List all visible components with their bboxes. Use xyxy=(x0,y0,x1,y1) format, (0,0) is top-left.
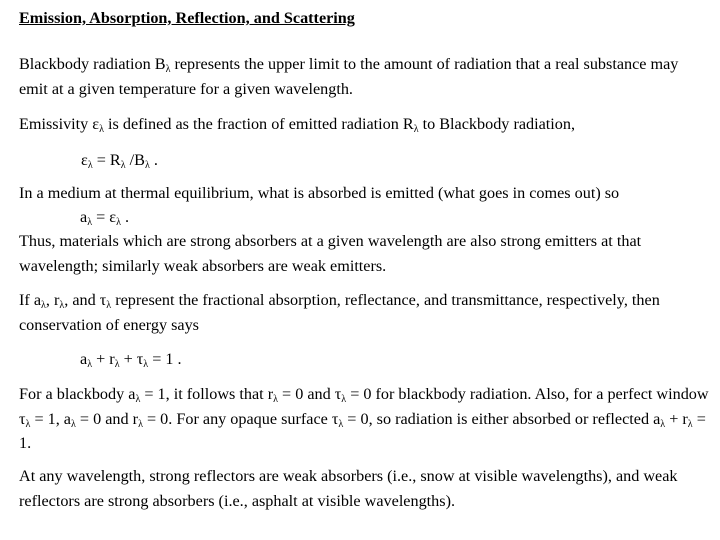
paragraph-absorbers: Thus, materials which are strong absorbers at a given wavelength are also strong emitters at that wavelength; similarly weak absorbers are weak emitters. xyxy=(19,232,642,275)
page-title: Emission, Absorption, Reflection, and Scattering xyxy=(19,9,355,27)
paragraph-reflectors: At any wavelength, strong reflectors are weak absorbers (i.e., snow at visible wavelengths), and weak reflectors are strong absorbers (i.e., asphalt at visible wavelengths). xyxy=(19,467,678,510)
paragraph-equilibrium: In a medium at thermal equilibrium, what is absorbed is emitted (what goes in comes out) so xyxy=(19,184,620,202)
paragraph-blackbody: Blackbody radiation $B_\lambda$ represents the upper limit to the amount of radiation that a real substance may emit at a given temperature for a given wavelength. xyxy=(19,55,679,98)
equation-energy-conservation: $a_\lambda + r_\lambda + \tau_\lambda = 1$ . xyxy=(80,350,182,370)
paragraph-blackbody-window: For a blackbody $a_\lambda = 1$, it follows that $r_\lambda = 0$ and $\tau_\lambda = 0$ for blackbody radiation. Also, for a perfect window $\tau_\lambda = 1$, $a_\lambda = 0$ and $r_\lambda = 0$. For any opaque surface $\tau_\lambda = 0$, so radiation is either absorbed or reflected $a_\lambda + r_\lambda = 1$. xyxy=(19,385,709,452)
equation-emissivity: $\varepsilon_\lambda = R_\lambda$ $/B_\lambda$ . xyxy=(81,151,158,171)
equation-kirchhoff: $a_\lambda = \varepsilon_\lambda$ . xyxy=(80,208,130,228)
paragraph-conservation: If $a_\lambda$, $r_\lambda$, and $\tau_\lambda$ represent the fractional absorption, reflectance, and transmittance, respectively, then conservation of energy says xyxy=(19,291,660,334)
paragraph-emissivity: Emissivity $\varepsilon_\lambda$ is defined as the fraction of emitted radiation $R_\lambda$ to Blackbody radiation, xyxy=(19,115,576,135)
